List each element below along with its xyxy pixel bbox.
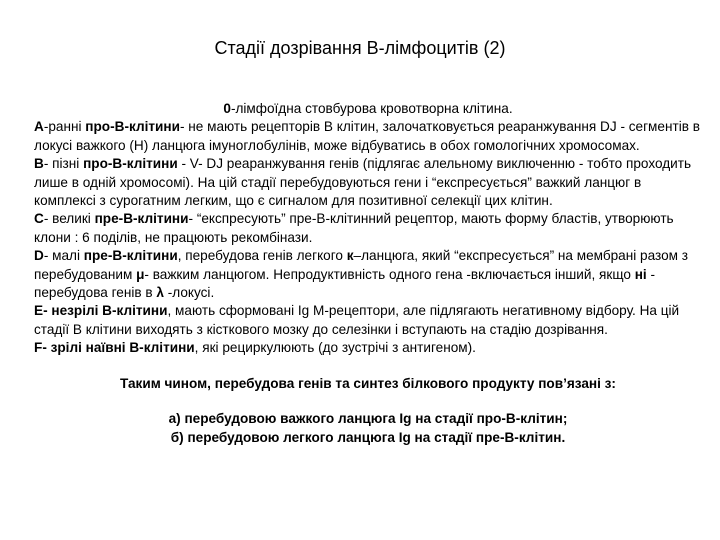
stage-e-term: - незрілі В-клітини: [43, 303, 168, 319]
stage-a-text: - не мають рецепторів В клітин, залочатковується реаранжування DJ - сегментів в локусі важкого (Н) ланцюга імуноглобулінів, може відбуватись в обох гомологічних хромосомах.: [34, 119, 700, 153]
mu-symbol: μ: [136, 266, 145, 282]
stage-f-text: , які рециркулюють (до зустрічі з антигеном).: [194, 340, 476, 356]
stage-d-text-3: - важким ланцюгом. Непродуктивність одного гена -включається інший, якщо: [144, 266, 635, 282]
stage-c-paragraph: [34, 210, 702, 247]
stage-0-paragraph: [34, 100, 702, 118]
stage-0-text: -лімфоїдна стовбурова кровотворна клітина.: [230, 101, 513, 116]
stage-c-key: С: [34, 211, 44, 227]
stage-b-term: про-В-клітини: [83, 156, 178, 172]
stage-a-term: про-В-клітини: [85, 119, 180, 135]
stage-b-prefix: - пізні: [43, 156, 84, 172]
stage-0-key: 0: [223, 101, 231, 116]
summary-intro: Таким чином, перебудова генів та синтез білкового продукту пов’язані з:: [120, 375, 616, 391]
stage-d-paragraph: [34, 247, 702, 302]
stage-d-text-5: -локусі.: [163, 285, 215, 301]
summary-item-a: а) перебудовою важкого ланцюга Ig на стадії про-В-клітин;: [168, 411, 568, 427]
stage-c-prefix: - великі: [43, 211, 95, 227]
stage-a-key: А: [34, 119, 44, 135]
spacer: [34, 358, 702, 375]
stage-a-paragraph: [34, 118, 702, 155]
stage-e-text: , мають сформовані Ig М-рецептори, але підлягають негативному відбору. На цій стадії В клітини виходять з кісткового мозку до селезінки і вступають на стадію дозрівання.: [34, 303, 680, 337]
stage-b-paragraph: [34, 155, 702, 210]
stage-d-text-2: –ланцюга, який “експресується” на мембрані разом з перебудованим: [34, 248, 689, 282]
stage-f-paragraph: [34, 339, 702, 357]
stage-d-key: D: [34, 248, 44, 264]
stage-d-ni: ні: [634, 266, 647, 282]
stage-c-term: пре-В-клітини: [94, 211, 189, 227]
slide-body: [34, 100, 702, 447]
stage-d-prefix: - малі: [43, 248, 84, 264]
stage-f-key: F: [34, 340, 43, 356]
stage-b-text: - V- DJ реаранжування генів (підлягає алельному виключенню - тобто проходить лише в одній хромосомі). На цій стадії перебудовуються гени і “експресується” важкий ланцюг в комплексі з сурогатним легким, що є сигналом для позитивної селекції цих клітин.: [34, 156, 692, 209]
stage-b-key: В: [34, 156, 44, 172]
stage-d-text-4: - перебудова генів в: [34, 266, 656, 301]
stage-d-text-1: , перебудова генів легкого: [177, 248, 347, 264]
lambda-symbol: λ: [156, 285, 164, 301]
kappa-symbol: к: [346, 248, 354, 264]
stage-e-key: Е: [34, 303, 44, 319]
stage-d-term: пре-В-клітини: [83, 248, 178, 264]
stage-a-prefix: -ранні: [43, 119, 86, 135]
slide-title: Стадії дозрівання В-лімфоцитів (2): [214, 38, 506, 58]
summary-item-b: б) перебудовою легкого ланцюга Ig на стадії пре-В-клітин.: [170, 429, 566, 445]
stage-c-text: - “експресують” пре-В-клітинний рецептор, мають форму бластів, утворюють клони : 6 поділів, не працюють рекомбінази.: [34, 211, 674, 245]
spacer: [34, 393, 702, 410]
stage-f-term: - зрілі наївні В-клітини: [42, 340, 195, 356]
stage-e-paragraph: [34, 302, 702, 339]
